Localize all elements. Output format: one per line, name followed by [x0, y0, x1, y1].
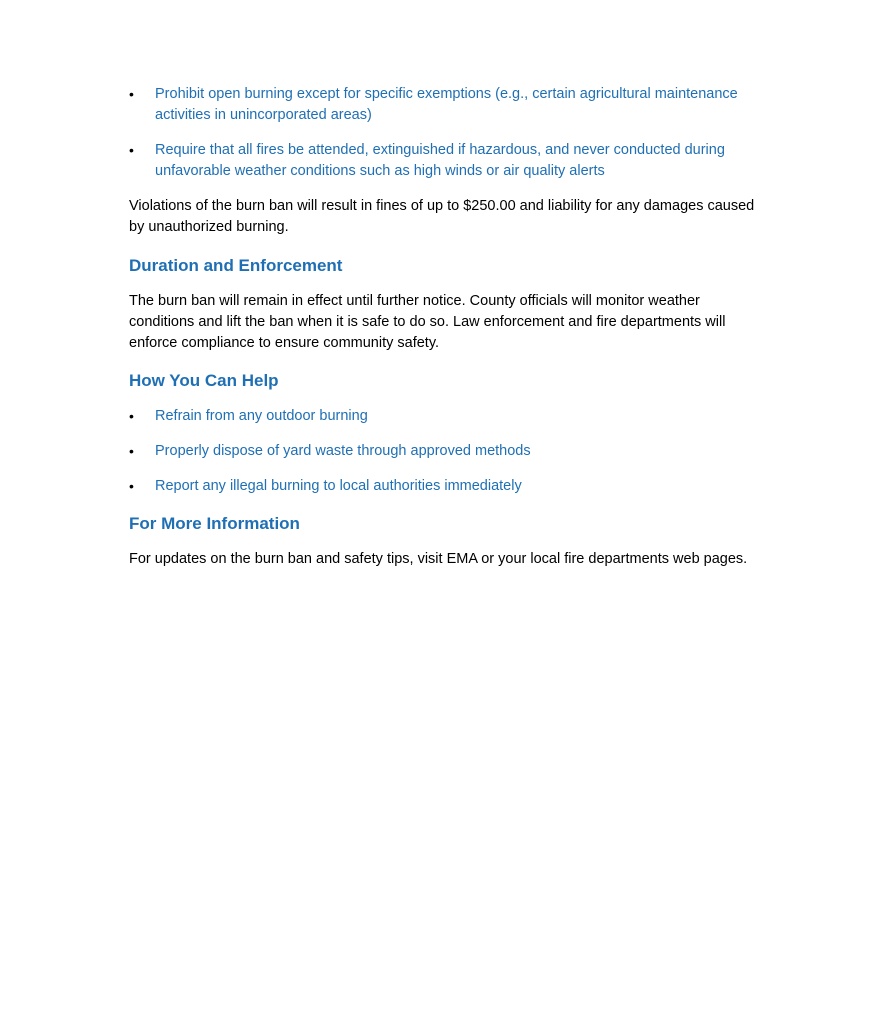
duration-paragraph: The burn ban will remain in effect until further notice. County officials will monitor weather conditions and lift the ban when it is safe to do so. Law enforcement and fire departments will enforce compliance to ensure community safety. [129, 293, 726, 351]
help-list [129, 406, 769, 497]
exemption-list [129, 84, 769, 182]
bullet-icon: • [129, 408, 134, 424]
more-info-heading: For More Information [129, 514, 300, 533]
list-item [129, 84, 769, 126]
list-item [129, 476, 769, 497]
list-item-text: Refrain from any outdoor burning [155, 408, 368, 424]
duration-heading: Duration and Enforcement [129, 256, 343, 275]
bullet-icon: • [129, 443, 134, 459]
list-item-text: Report any illegal burning to local authorities immediately [155, 478, 522, 494]
list-item-text: Require that all fires be attended, extinguished if hazardous, and never conducted during unfavorable weather conditions such as high winds or air quality alerts [155, 142, 725, 179]
help-heading: How You Can Help [129, 371, 279, 390]
bullet-icon: • [129, 86, 134, 102]
list-item [129, 406, 769, 427]
document-page [129, 84, 769, 570]
list-item-text: Prohibit open burning except for specific exemptions (e.g., certain agricultural maintenance activities in unincorporated areas) [155, 86, 738, 123]
list-item-text: Properly dispose of yard waste through approved methods [155, 443, 531, 459]
violations-paragraph: Violations of the burn ban will result in fines of up to $250.00 and liability for any damages caused by unauthorized burning. [129, 198, 755, 235]
list-item [129, 441, 769, 462]
bullet-icon: • [129, 478, 134, 494]
more-info-paragraph: For updates on the burn ban and safety tips, visit EMA or your local fire departments web pages. [129, 551, 748, 567]
list-item [129, 140, 769, 182]
bullet-icon: • [129, 142, 134, 158]
